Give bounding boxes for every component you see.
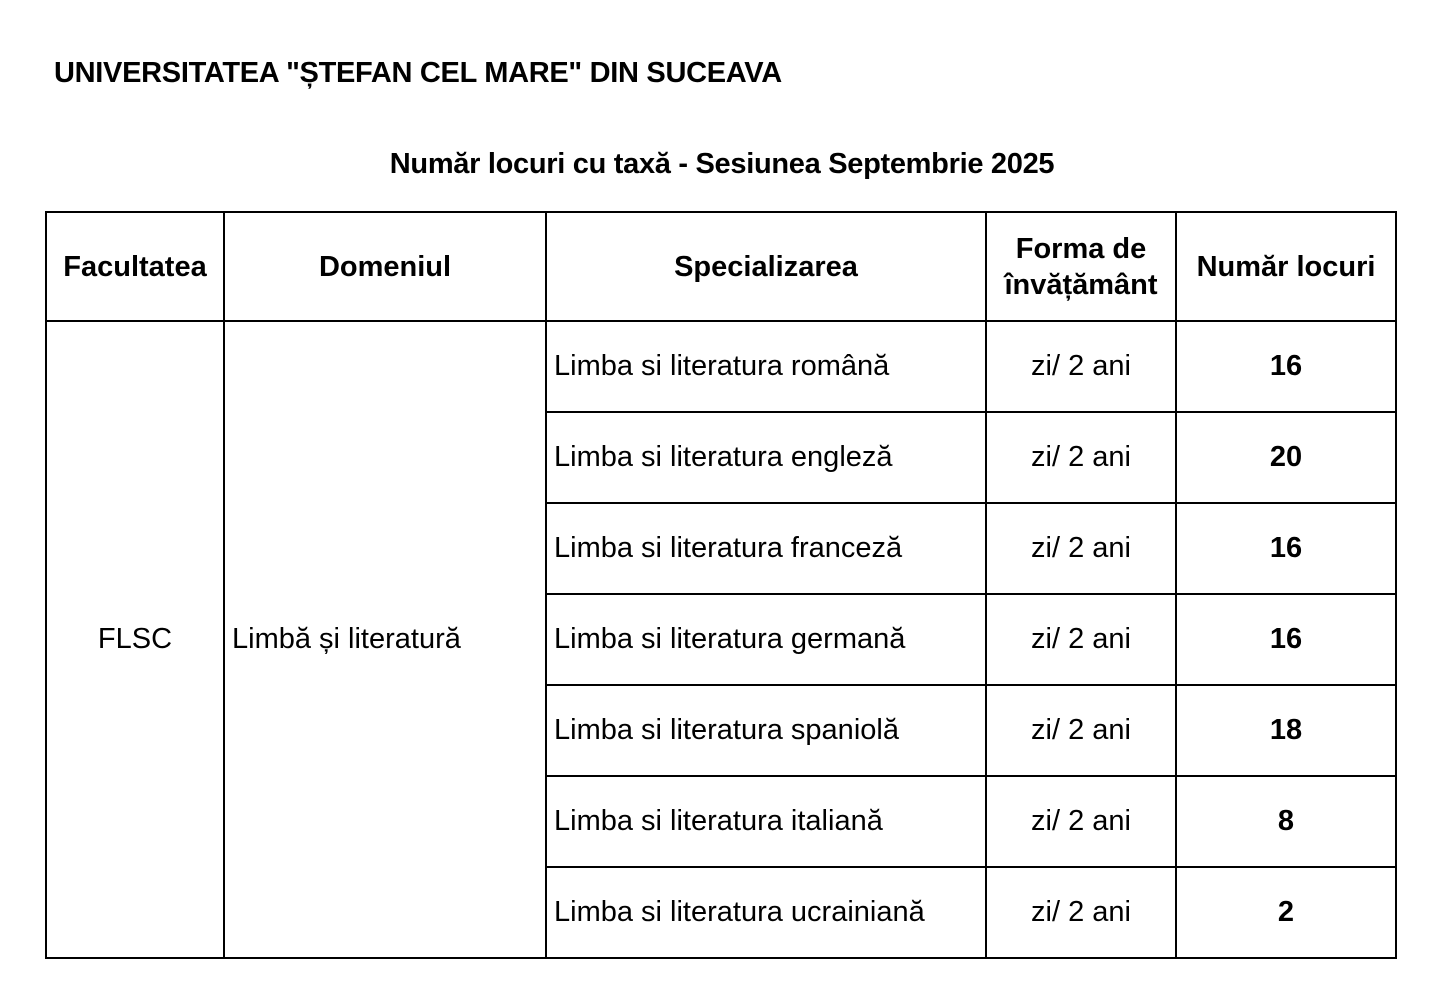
column-header-specialization: Specializarea (546, 212, 986, 321)
column-header-form (986, 212, 1176, 321)
form-cell: zi/ 2 ani (986, 685, 1176, 776)
form-cell: zi/ 2 ani (986, 503, 1176, 594)
faculty-cell: FLSC (46, 321, 224, 958)
form-cell: zi/ 2 ani (986, 321, 1176, 412)
form-cell: zi/ 2 ani (986, 776, 1176, 867)
places-cell: 16 (1176, 321, 1396, 412)
university-name: UNIVERSITATEA "ȘTEFAN CEL MARE" DIN SUCEAVA (54, 57, 782, 89)
places-cell: 16 (1176, 503, 1396, 594)
form-cell: zi/ 2 ani (986, 594, 1176, 685)
places-table (45, 211, 1397, 959)
specialization-cell: Limba si literatura italiană (546, 776, 986, 867)
specialization-cell: Limba si literatura franceză (546, 503, 986, 594)
column-header-faculty: Facultatea (46, 212, 224, 321)
specialization-cell: Limba si literatura engleză (546, 412, 986, 503)
places-cell: 16 (1176, 594, 1396, 685)
column-header-form-line1: Forma de (1015, 232, 1147, 265)
table-row (46, 321, 1396, 412)
specialization-cell: Limba si literatura germană (546, 594, 986, 685)
specialization-cell: Limba si literatura spaniolă (546, 685, 986, 776)
places-cell: 8 (1176, 776, 1396, 867)
column-header-domain: Domeniul (224, 212, 546, 321)
domain-cell: Limbă și literatură (224, 321, 546, 958)
table-header-row (46, 212, 1396, 321)
places-cell: 2 (1176, 867, 1396, 958)
form-cell: zi/ 2 ani (986, 867, 1176, 958)
form-cell: zi/ 2 ani (986, 412, 1176, 503)
specialization-cell: Limba si literatura ucrainiană (546, 867, 986, 958)
column-header-places: Număr locuri (1176, 212, 1396, 321)
page-title: Număr locuri cu taxă - Sesiunea Septembrie 2025 (389, 148, 1055, 180)
places-cell: 20 (1176, 412, 1396, 503)
column-header-form-line2: învățământ (1004, 268, 1158, 301)
places-cell: 18 (1176, 685, 1396, 776)
specialization-cell: Limba si literatura română (546, 321, 986, 412)
